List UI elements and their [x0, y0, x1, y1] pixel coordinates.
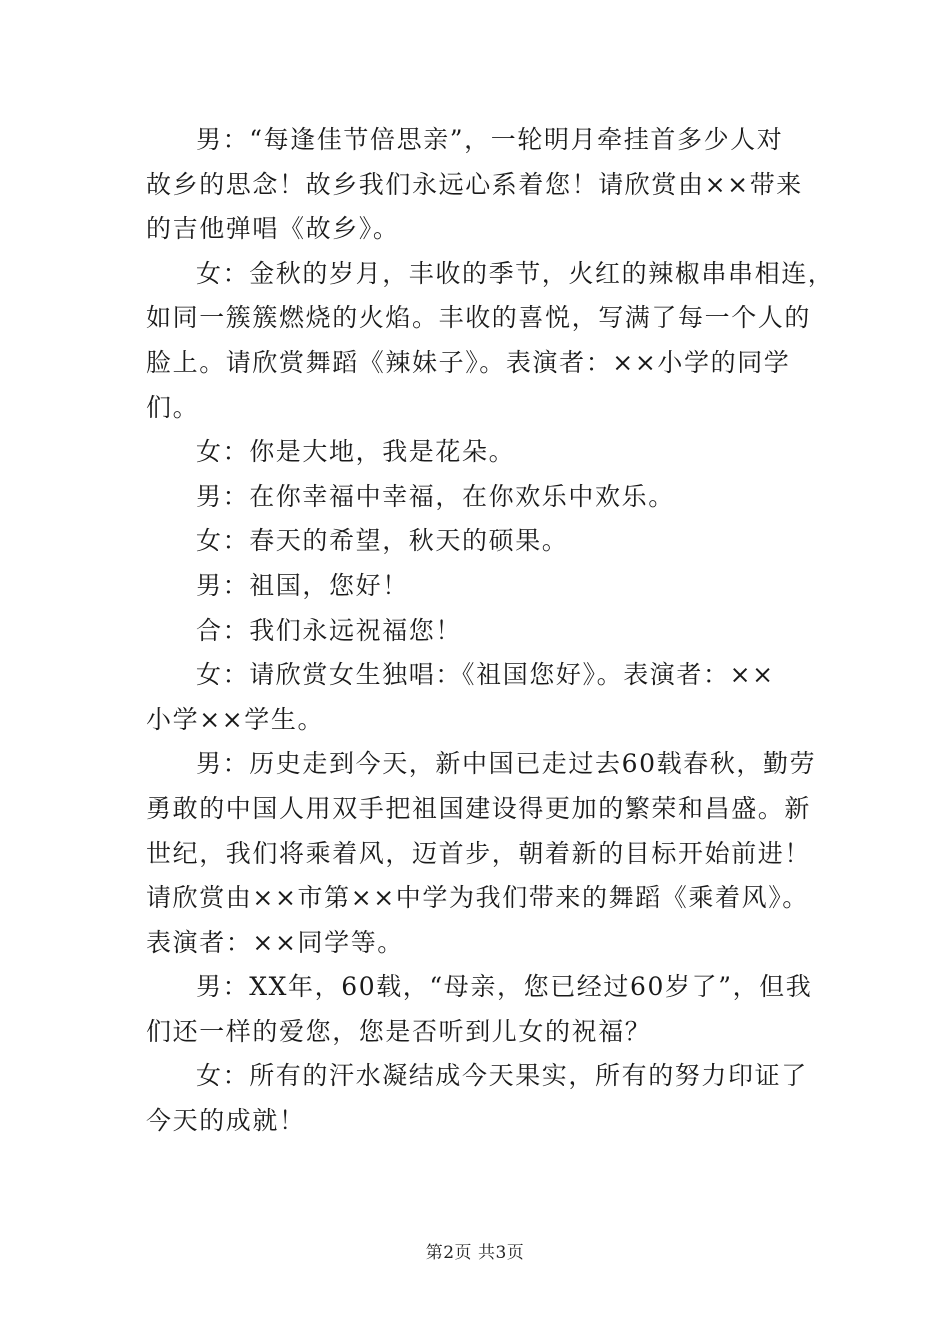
paragraph-line: 女：所有的汗水凝结成今天果实，所有的努力印证了 — [196, 1061, 808, 1091]
paragraph-line: 男：XX年，60载，“母亲，您已经过60岁了”，但我 — [196, 972, 813, 1002]
paragraph-line: 们还一样的爱您，您是否听到儿女的祝福？ — [146, 1016, 652, 1046]
paragraph-line: 女：金秋的岁月，丰收的季节，火红的辣椒串串相连， — [196, 258, 835, 288]
paragraph — [146, 252, 836, 430]
paragraph-line: 故乡的思念！故乡我们永远心系着您！请欣赏由××带来 — [146, 169, 803, 199]
paragraph-line: 今天的成就！ — [146, 1106, 306, 1136]
paragraph — [146, 475, 836, 520]
paragraph — [146, 742, 836, 965]
paragraph-line: 表演者：××同学等。 — [146, 927, 404, 957]
paragraph-line: 合：我们永远祝福您！ — [196, 615, 463, 645]
paragraph-line: 女：你是大地，我是花朵。 — [196, 437, 516, 467]
page-footer: 第2页 共3页 — [425, 1243, 525, 1263]
paragraph-line: 世纪，我们将乘着风，迈首步，朝着新的目标开始前进！ — [146, 838, 812, 868]
paragraph — [146, 564, 836, 609]
paragraph — [146, 118, 836, 252]
paragraph — [146, 609, 836, 654]
paragraph-line: 如同一簇簇燃烧的火焰。丰收的喜悦，写满了每一个人的 — [146, 303, 812, 333]
paragraph-line: 小学××学生。 — [146, 704, 325, 734]
paragraph-line: 男：“每逢佳节倍思亲”，一轮明月牵挂首多少人对 — [196, 125, 784, 154]
paragraph-line: 脸上。请欣赏舞蹈《辣妹子》。表演者：××小学的同学 — [146, 347, 791, 377]
paragraph-line: 男：在你幸福中幸福，在你欢乐中欢乐。 — [196, 481, 675, 511]
paragraph — [146, 430, 836, 475]
paragraph-line: 的吉他弹唱《故乡》。 — [146, 214, 400, 244]
document-body — [146, 118, 836, 1144]
paragraph-line: 勇敢的中国人用双手把祖国建设得更加的繁荣和昌盛。新 — [146, 793, 812, 823]
paragraph-line: 女：春天的希望，秋天的硕果。 — [196, 526, 569, 556]
paragraph — [146, 519, 836, 564]
paragraph-line: 们。 — [146, 392, 200, 422]
paragraph — [146, 965, 836, 1054]
paragraph — [146, 1054, 836, 1143]
paragraph-line: 女：请欣赏女生独唱：《祖国您好》。表演者：×× — [196, 660, 775, 690]
paragraph-line: 请欣赏由××市第××中学为我们带来的舞蹈《乘着风》。 — [146, 883, 809, 913]
paragraph-line: 男：历史走到今天，新中国已走过去60载春秋，勤劳 — [196, 749, 817, 779]
paragraph-line: 男：祖国，您好！ — [196, 570, 409, 600]
paragraph — [146, 653, 836, 742]
